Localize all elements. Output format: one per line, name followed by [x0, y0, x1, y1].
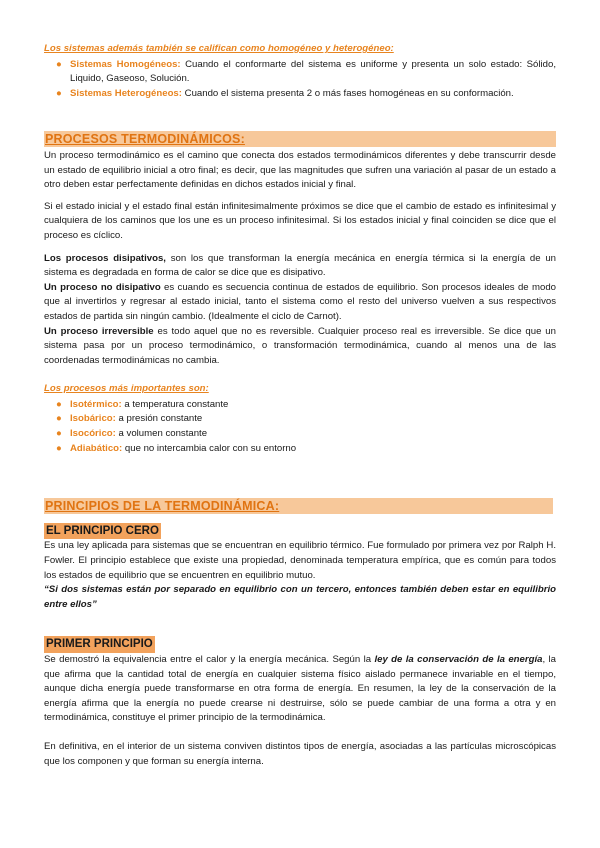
bullet-icon: ●: [56, 58, 62, 70]
list-item: [44, 87, 556, 102]
emphasis: ley de la conservación de la energía: [374, 654, 543, 665]
list-item: ● Isotérmico: a temperatura constante: [44, 398, 556, 413]
term: Un proceso no disipativo: [44, 281, 161, 293]
definition: Cuando el sistema presenta 2 o más fases homogéneas en su conformación.: [181, 87, 514, 99]
systems-list: [44, 58, 556, 102]
list-item: ● Isobárico: a presión constante: [44, 412, 556, 427]
subheading-principio-cero: EL PRINCIPIO CERO: [44, 523, 161, 540]
definition: Cuando el conformarte del sistema es uniforme y presenta un solo estado: Sólido, Liquido, Gaseoso, Solución.: [70, 58, 556, 85]
paragraph-no-disipativo: Un proceso no disipativo es cuando es secuencia continua de estados de equilibrio. Son procesos ideales de modo que al invertirlos y regresar al estado inicial, tanto el sistema como el resto del universo vuelven a sus respectivos estados de partida sin ningún cambio. (Idealmente el ciclo de Carnot).: [44, 281, 556, 322]
paragraph: Un proceso termodinámico es el camino que conecta dos estados termodinámicos diferentes y debe transcurrir desde un estado de equilibrio inicial a otro final; es decir, que las magnitudes que sufren una variación al pasar de un estado a otro deben estar perfectamente definidas en dichos estados inicial y final.: [44, 149, 556, 191]
term: Sistemas Homogéneos:: [70, 58, 181, 70]
paragraph: En definitiva, en el interior de un sistema conviven distintos tipos de energía, asociadas a las partículas microscópicas que los componen y que forman su energía interna.: [44, 740, 556, 767]
paragraph-irreversible: Un proceso irreversible es todo aquel que no es reversible. Cualquier proceso real es irreversible. Se dice que un sistema pasa por un proceso termodinámico, o transformación termodinámica, cuando al menos una de las coordenadas termodinámicas no cambia.: [44, 325, 556, 366]
term: Los procesos disipativos,: [44, 252, 166, 264]
subheading-primer-principio: PRIMER PRINCIPIO: [44, 636, 155, 653]
list-item: [44, 58, 556, 87]
paragraph-disipativos: Los procesos disipativos, son los que transforman la energía mecánica en energía térmica si la energía de un sistema es degradada en forma de calor se dice que es disipativo.: [44, 252, 556, 279]
section-heading-principios: PRINCIPIOS DE LA TERMODINÁMICA:: [44, 498, 553, 514]
bullet-icon: ●: [56, 413, 62, 425]
bullet-icon: ●: [56, 87, 62, 99]
paragraph: Se demostró la equivalencia entre el calor y la energía mecánica. Según la ley de la conservación de la energía, la que afirma que la cantidad total de energía en cualquier sistema físico aislado permanece invariable en el tiempo, aunque dicha energía puede transformarse en otra forma de energía. En resumen, la ley de la conservación de la energía afirma que la energía no puede crearse ni destruirse, sólo se puede cambiar de una forma a otra y en termodinámica, constituye el primer principio de la termodinámica.: [44, 654, 557, 724]
procesos-list-intro: Los procesos más importantes son:: [44, 383, 209, 395]
list-item: ● Isocórico: a volumen constante: [44, 427, 556, 442]
term: Un proceso irreversible: [44, 325, 154, 337]
bullet-icon: ●: [56, 442, 62, 454]
section-heading-procesos: PROCESOS TERMODINÁMICOS:: [44, 131, 556, 147]
quote: “Si dos sistemas están por separado en equilibrio con un tercero, entonces también deben estar en equilibrio entre ellos”: [44, 584, 556, 610]
term: Sistemas Heterogéneos:: [70, 87, 182, 99]
systems-intro: Los sistemas además también se califican como homogéneo y heterogéneo:: [44, 43, 394, 54]
bullet-icon: ●: [56, 428, 62, 440]
paragraph: Si el estado inicial y el estado final están infinitesimalmente próximos se dice que el cambio de estado es infinitesimal y cualquiera de los caminos que los une es un proceso infinitesimal. Si los estados inicial y final coinciden se dice que el proceso es cíclico.: [44, 200, 556, 241]
procesos-list: [44, 398, 556, 456]
list-item: ● Adiabático: que no intercambia calor con su entorno: [44, 442, 556, 457]
paragraph: Es una ley aplicada para sistemas que se encuentran en equilibrio térmico. Fue formulado por primera vez por Ralph H. Fowler. El principio establece que existe una propiedad, denominada temperatura empírica, que es común para todos los estados de equilibrio que se encuentren en equilibrio mutuo.: [44, 540, 556, 581]
bullet-icon: ●: [56, 398, 62, 410]
